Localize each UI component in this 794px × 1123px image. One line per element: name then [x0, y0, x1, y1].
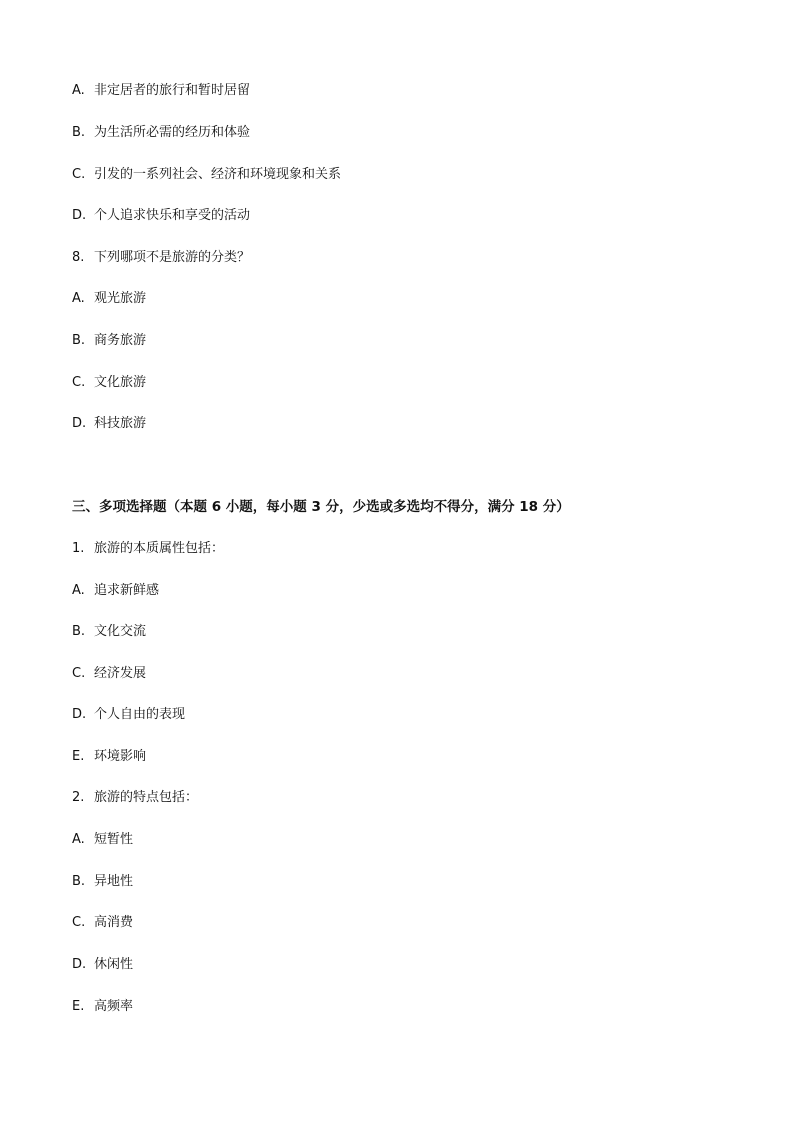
- mq-1-option-a: A. 追求新鲜感: [72, 583, 160, 598]
- section-3-heading: 三、多项选择题（本题 6 小题，每小题 3 分，少选或多选均不得分，满分 18 分）: [72, 499, 570, 515]
- question-8-option-a: A. 观光旅游: [72, 291, 147, 306]
- option-a: A. 非定居者的旅行和暂时居留: [72, 83, 251, 98]
- question-8-option-d: D. 科技旅游: [72, 416, 147, 431]
- mq-1-option-e: E. 环境影响: [72, 749, 147, 764]
- mq-1-option-b: B. 文化交流: [72, 624, 147, 639]
- option-c: C. 引发的一系列社会、经济和环境现象和关系: [72, 167, 342, 182]
- mq-2-option-e: E. 高频率: [72, 999, 134, 1014]
- question-8: 8. 下列哪项不是旅游的分类？: [72, 250, 251, 265]
- mq-2-option-a: A. 短暂性: [72, 832, 134, 847]
- question-8-option-b: B. 商务旅游: [72, 333, 147, 348]
- mq-1: 1. 旅游的本质属性包括：: [72, 541, 225, 556]
- mq-2: 2. 旅游的特点包括：: [72, 790, 199, 805]
- mq-1-option-c: C. 经济发展: [72, 666, 147, 681]
- mq-1-option-d: D. 个人自由的表现: [72, 707, 186, 722]
- question-8-option-c: C. 文化旅游: [72, 375, 147, 390]
- mq-2-option-b: B. 异地性: [72, 874, 134, 889]
- mq-2-option-d: D. 休闲性: [72, 957, 134, 972]
- option-d: D. 个人追求快乐和享受的活动: [72, 208, 251, 223]
- mq-2-option-c: C. 高消费: [72, 915, 134, 930]
- option-b: B. 为生活所必需的经历和体验: [72, 125, 251, 140]
